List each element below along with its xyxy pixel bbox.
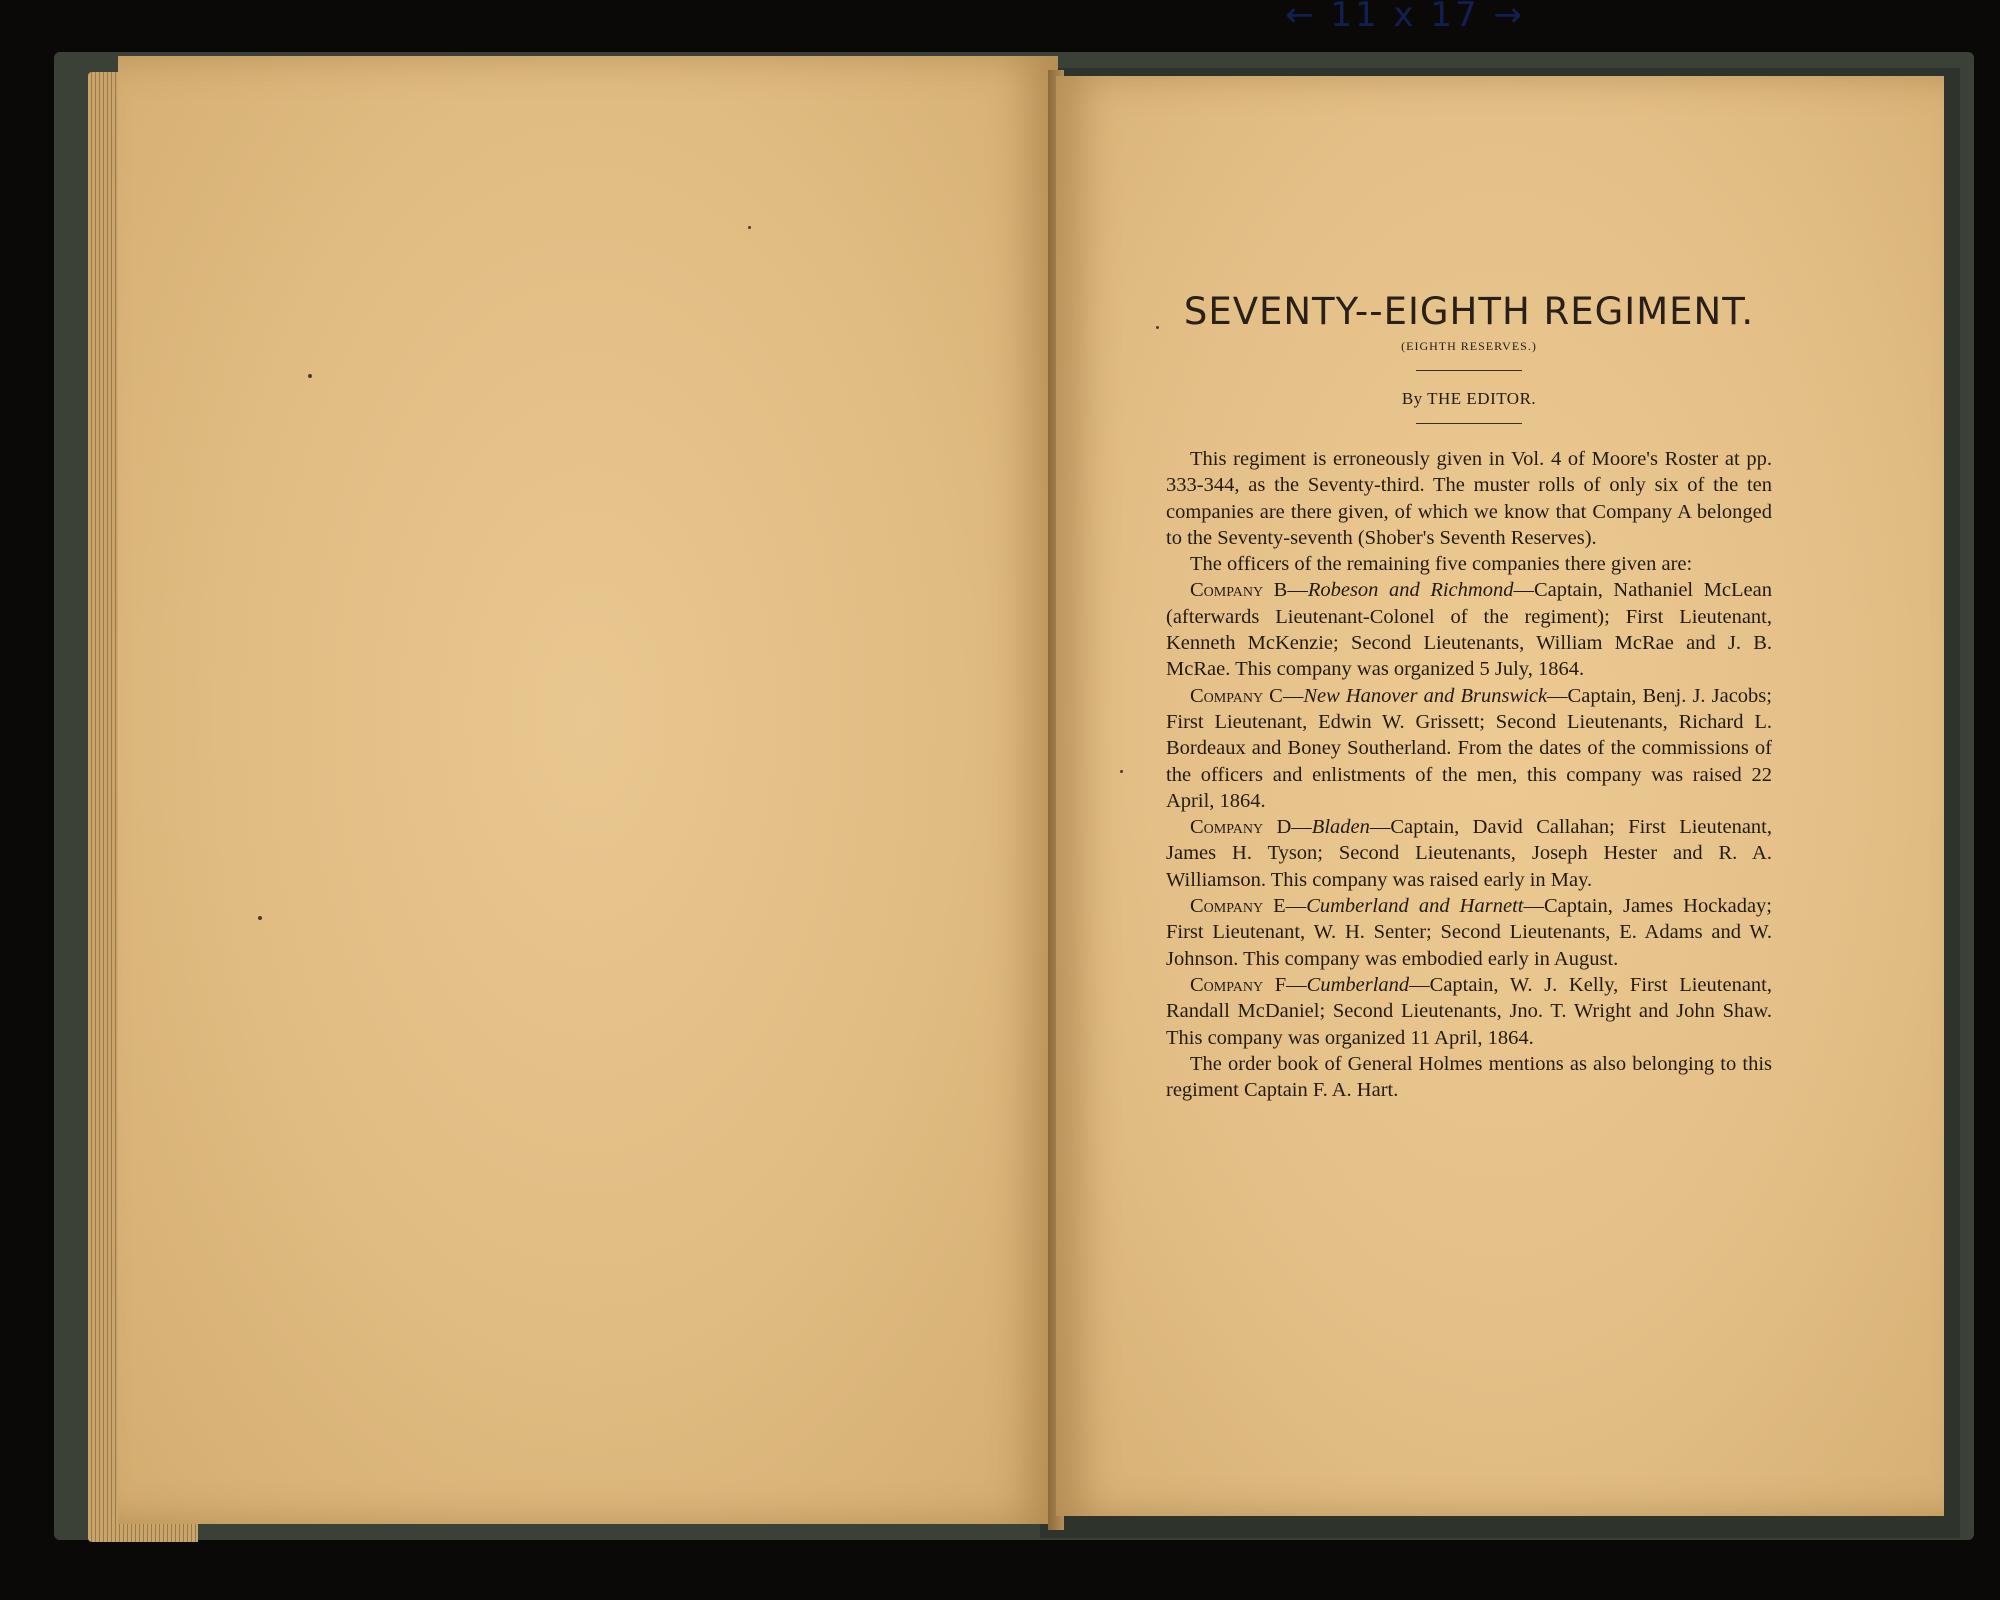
divider-rule	[1416, 370, 1522, 371]
byline: By THE EDITOR.	[1401, 389, 1537, 408]
company-counties: Cumberland and Harnett	[1306, 895, 1524, 918]
company-counties: New Hanover and Brunswick	[1303, 684, 1548, 707]
paper-speck	[258, 916, 262, 920]
paragraph-text: The order book of General Holmes mentions as also belonging to this regiment Captain F. A. Hart.	[1166, 1052, 1772, 1102]
chapter-content	[1166, 290, 1772, 1103]
paper-speck	[308, 374, 312, 378]
paragraph-text: This regiment is erroneously given in Vol. 4 of Moore's Roster at pp. 333-344, as the Seventy-third. The muster rolls of only six of the ten companies are there given, of which we know that Company A belonged to the Seventy-seventh (Shober's Seventh Reserves).	[1166, 448, 1772, 549]
company-counties: Cumberland	[1306, 973, 1410, 996]
ruler-scale-label: ← 11 x 17 →	[1285, 0, 1525, 35]
company-label: Company E—	[1190, 895, 1307, 918]
paragraph-company-e	[1166, 893, 1772, 972]
paragraph-officers-intro	[1166, 551, 1772, 577]
company-label: Company C—	[1190, 684, 1304, 707]
left-page-blank	[118, 56, 1058, 1524]
paragraph-text: —Captain, W. J. Kelly, First Lieutenant, Randall McDaniel; Second Lieutenants, Jno. T. Wright and John Shaw. This company was organized 11 April, 1864.	[1166, 973, 1772, 1049]
company-counties: Robeson and Richmond	[1307, 579, 1514, 602]
company-label: Company D—	[1190, 816, 1312, 839]
paragraph-intro	[1166, 446, 1772, 551]
paragraph-company-c	[1166, 683, 1772, 814]
body-text	[1166, 446, 1772, 1103]
paragraph-company-f	[1166, 972, 1772, 1051]
company-counties: Bladen	[1311, 816, 1370, 839]
paper-speck	[748, 226, 751, 229]
company-label: Company B—	[1190, 579, 1308, 602]
paragraph-text: The officers of the remaining five companies there given are:	[1190, 553, 1693, 576]
chapter-title: SEVENTY--EIGHTH REGIMENT.	[1183, 290, 1755, 333]
paragraph-text: —Captain, David Callahan; First Lieutenant, James H. Tyson; Second Lieutenants, Joseph Hester and R. A. Williamson. This company was raised early in May.	[1166, 816, 1772, 891]
paragraph-text: —Captain, Nathaniel McLean (afterwards Lieutenant-Colonel of the regiment); First Lieutenant, Kenneth McKenzie; Second Lieutenants, William McRae and J. B. McRae. This company was organized 5 July, 1864.	[1166, 579, 1772, 681]
paragraph-company-b	[1166, 577, 1772, 682]
paper-speck	[1156, 326, 1159, 329]
paragraph-company-d	[1166, 814, 1772, 893]
paragraph-text: —Captain, Benj. J. Jacobs; First Lieutenant, Edwin W. Grissett; Second Lieutenants, Richard L. Bordeaux and Boney Southerland. From the dates of the commissions of the officers and enlistments of the men, this company was raised 22 April, 1864.	[1166, 684, 1772, 812]
chapter-subtitle: (EIGHTH RESERVES.)	[1401, 339, 1537, 353]
paragraph-closing	[1166, 1051, 1772, 1104]
paragraph-text: —Captain, James Hockaday; First Lieutenant, W. H. Senter; Second Lieutenants, E. Adams and W. Johnson. This company was embodied early in August.	[1166, 895, 1772, 970]
divider-rule	[1416, 423, 1522, 424]
paper-speck	[1120, 770, 1123, 773]
company-label: Company F—	[1190, 973, 1307, 996]
